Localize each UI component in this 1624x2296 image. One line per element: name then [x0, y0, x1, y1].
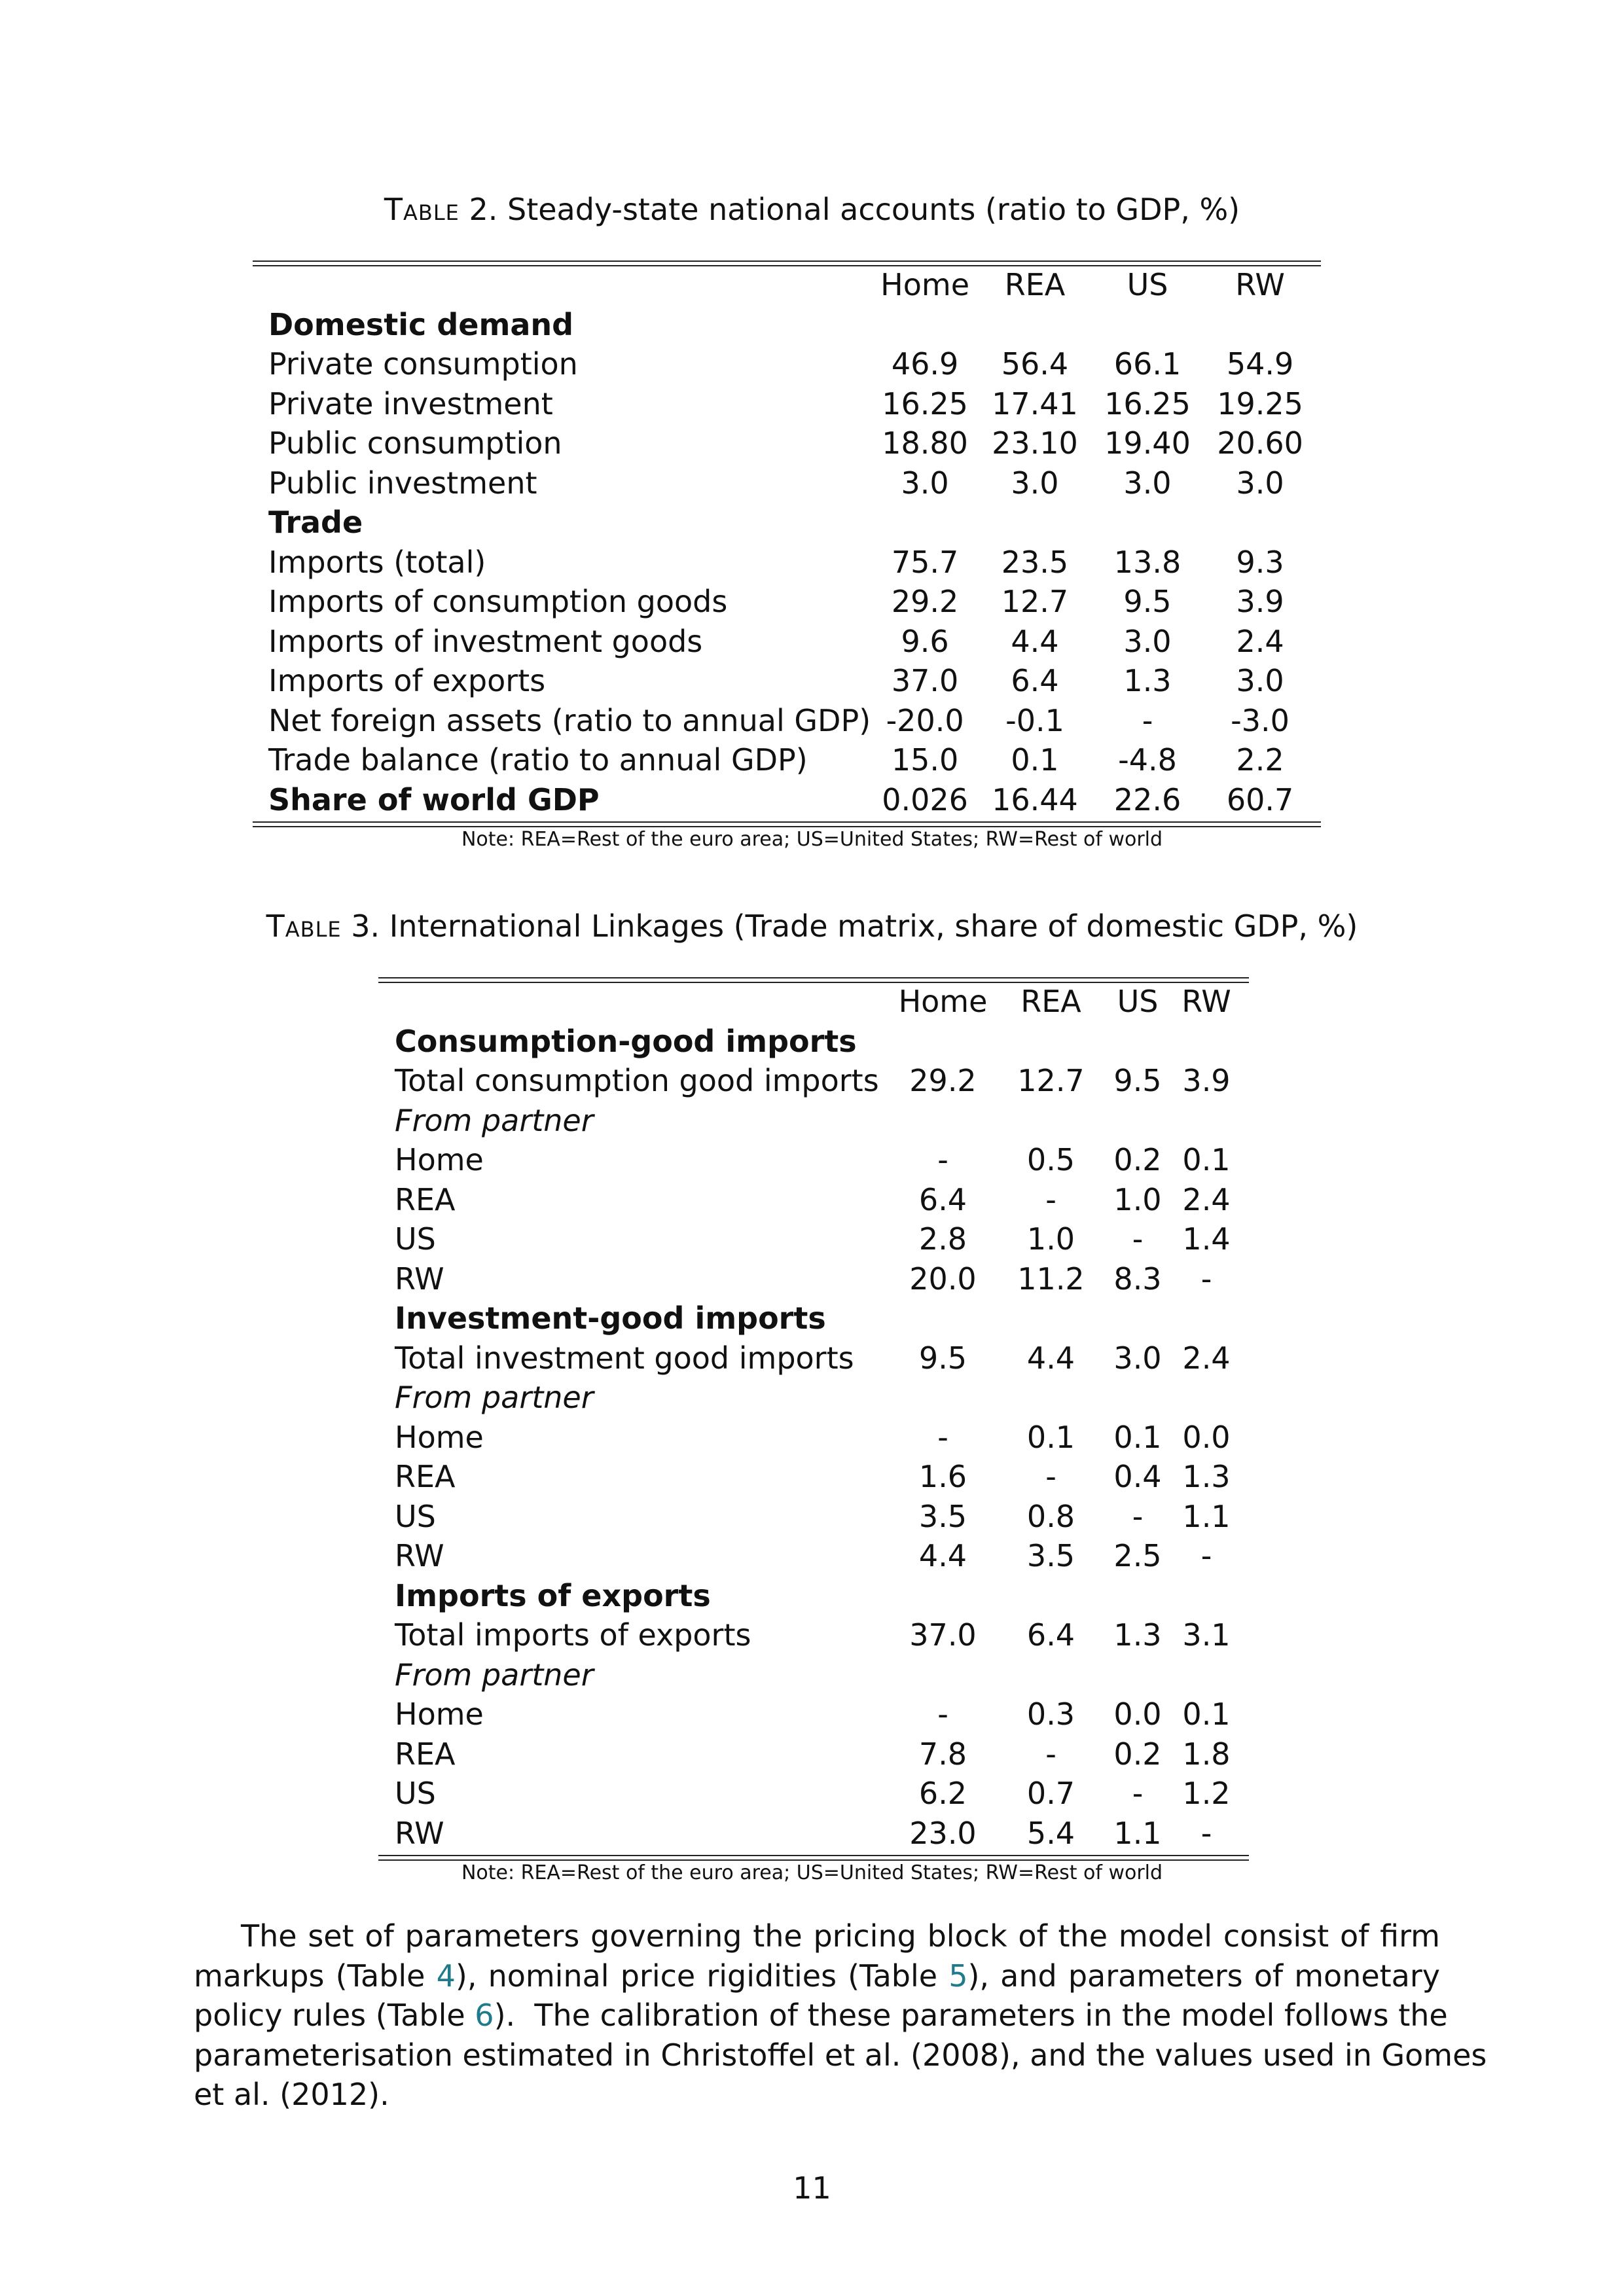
- table-row: [395, 1338, 1242, 1378]
- table3-caption: [0, 906, 1624, 946]
- table-cell: [889, 1378, 997, 1418]
- table-cell: 13.8: [1113, 544, 1182, 580]
- table-cell: 2.4: [1182, 1340, 1231, 1376]
- table-cell: 20.0: [909, 1261, 977, 1297]
- table-cell: 19.40: [1104, 425, 1191, 461]
- table-cell: 2.2: [1236, 742, 1284, 778]
- table-cell: -: [1142, 702, 1153, 738]
- table-cell: 22.6: [1113, 781, 1182, 817]
- table-row: [395, 1457, 1242, 1497]
- table-cell: 5.4: [1026, 1815, 1075, 1851]
- table-cell: 37.0: [891, 663, 959, 698]
- table-cell: 15.0: [891, 742, 959, 778]
- table2-col-rea: REA: [1004, 267, 1066, 302]
- table-cell: 75.7: [891, 544, 959, 580]
- table-cell: -: [1200, 1815, 1212, 1851]
- table-cell: 0.0: [1113, 1696, 1162, 1732]
- table3-bottom-rule: [378, 1855, 1249, 1861]
- table-row: [268, 740, 1316, 780]
- table-cell: [1105, 1655, 1170, 1695]
- table-cell: 9.5: [1123, 584, 1172, 619]
- table3-header-row: [395, 982, 1242, 1022]
- table-cell: 8.3: [1113, 1261, 1162, 1297]
- table-cell: 4.4: [1026, 1340, 1075, 1376]
- table-cell: 9.3: [1236, 544, 1284, 580]
- table3-col-home: Home: [898, 984, 988, 1019]
- body-paragraph: [194, 1916, 1487, 2115]
- table-cell: -: [1132, 1498, 1144, 1534]
- table2-header-row: [268, 265, 1316, 305]
- table-row: [395, 1180, 1242, 1220]
- table-row: [268, 582, 1316, 622]
- table2-caption-prefix: Table: [384, 192, 460, 227]
- table-cell: 0.1: [1182, 1696, 1231, 1732]
- table-cell: [997, 1655, 1105, 1695]
- table-cell: [889, 1022, 997, 1062]
- table-cell: -: [1200, 1538, 1212, 1573]
- paragraph-line-2: markups (Table 4), nominal price rigidities (Table 5), and parameters of monetary: [194, 1958, 1440, 1994]
- row-label: Domestic demand: [268, 306, 574, 342]
- table-cell: [1091, 305, 1204, 345]
- table-cell: -: [1132, 1221, 1144, 1257]
- table-cell: [1170, 1101, 1242, 1141]
- table-cell: 56.4: [1001, 346, 1069, 382]
- table-cell: 17.41: [992, 386, 1078, 422]
- table-cell: 3.0: [1123, 623, 1172, 659]
- table-cell: [997, 1378, 1105, 1418]
- table-row: [395, 1695, 1242, 1734]
- row-label: REA: [395, 1736, 456, 1772]
- row-label: US: [395, 1776, 436, 1811]
- table-row: [395, 1378, 1242, 1418]
- table-row: [268, 305, 1316, 345]
- table-cell: 3.0: [1011, 465, 1059, 501]
- table-row: [268, 463, 1316, 503]
- table-row: [395, 1259, 1242, 1299]
- table3-col-rea: REA: [1020, 984, 1081, 1019]
- table-row: [268, 543, 1316, 583]
- table-cell: 3.0: [1123, 465, 1172, 501]
- table-cell: [871, 503, 979, 543]
- table-cell: 0.026: [882, 781, 968, 817]
- table2: [268, 265, 1316, 819]
- table-row: [268, 661, 1316, 701]
- table-cell: -: [1200, 1261, 1212, 1297]
- table-cell: 4.4: [1011, 623, 1059, 659]
- table-cell: 16.44: [992, 781, 1078, 817]
- row-label: Public investment: [268, 465, 537, 501]
- row-label: From partner: [395, 1380, 594, 1415]
- row-label: Home: [395, 1142, 484, 1177]
- table-cell: 0.4: [1113, 1459, 1162, 1494]
- table-cell: 9.6: [901, 623, 949, 659]
- table-cell: [1170, 1299, 1242, 1338]
- table2-col-home: Home: [880, 267, 970, 302]
- table5-link[interactable]: 5: [948, 1958, 968, 1994]
- table2-note: Note: REA=Rest of the euro area; US=United States; RW=Rest of world: [461, 828, 1163, 851]
- table-cell: [1105, 1299, 1170, 1338]
- table2-caption-text: 2. Steady-state national accounts (ratio to GDP, %): [459, 192, 1240, 227]
- table-row: [395, 1814, 1242, 1854]
- table-cell: 12.7: [1017, 1063, 1085, 1098]
- table-cell: -: [1045, 1459, 1056, 1494]
- table-cell: 2.4: [1182, 1181, 1231, 1217]
- table-cell: 0.8: [1026, 1498, 1075, 1534]
- table-cell: -4.8: [1118, 742, 1177, 778]
- table3-caption-text: 3. International Linkages (Trade matrix, share of domestic GDP, %): [341, 908, 1358, 944]
- row-label: Imports (total): [268, 544, 486, 580]
- table-row: [268, 344, 1316, 384]
- table-cell: [997, 1101, 1105, 1141]
- row-label: REA: [395, 1459, 456, 1494]
- paragraph-line-3: policy rules (Table 6). The calibration of these parameters in the model follows the: [194, 1998, 1448, 2033]
- table-cell: [871, 305, 979, 345]
- table3: [395, 982, 1242, 1853]
- table-cell: 1.3: [1123, 663, 1172, 698]
- row-label: REA: [395, 1181, 456, 1217]
- table-cell: 3.1: [1182, 1617, 1231, 1653]
- table2-col-rw: RW: [1235, 267, 1285, 302]
- table-cell: 23.10: [992, 425, 1078, 461]
- table-cell: 1.1: [1113, 1815, 1162, 1851]
- table-cell: [889, 1655, 997, 1695]
- row-label: Public consumption: [268, 425, 562, 461]
- table-cell: 1.3: [1113, 1617, 1162, 1653]
- row-label: RW: [395, 1538, 444, 1573]
- row-label: Consumption-good imports: [395, 1023, 857, 1059]
- table-cell: -: [1132, 1776, 1144, 1811]
- table-cell: 2.4: [1236, 623, 1284, 659]
- table-cell: 1.0: [1026, 1221, 1075, 1257]
- table-cell: 1.8: [1182, 1736, 1231, 1772]
- table-cell: 0.1: [1113, 1419, 1162, 1455]
- table-cell: -: [937, 1696, 948, 1732]
- table-cell: 6.2: [918, 1776, 967, 1811]
- row-label: Home: [395, 1419, 484, 1455]
- row-label: US: [395, 1498, 436, 1534]
- table-cell: 4.4: [918, 1538, 967, 1573]
- table-cell: 66.1: [1113, 346, 1182, 382]
- table-cell: [1170, 1378, 1242, 1418]
- row-label: Net foreign assets (ratio to annual GDP): [268, 702, 871, 738]
- table-row: [395, 1061, 1242, 1101]
- table-cell: 18.80: [882, 425, 968, 461]
- table-row: [395, 1219, 1242, 1259]
- table-row: [395, 1536, 1242, 1576]
- table-cell: -: [937, 1142, 948, 1177]
- row-label: RW: [395, 1815, 444, 1851]
- page-number: 11: [793, 2170, 831, 2206]
- table-cell: 29.2: [909, 1063, 977, 1098]
- table-cell: [1091, 503, 1204, 543]
- table-row: [395, 1022, 1242, 1062]
- table-cell: 1.4: [1182, 1221, 1231, 1257]
- row-label: Total imports of exports: [395, 1617, 751, 1653]
- table-row: [395, 1497, 1242, 1537]
- table-cell: [1204, 503, 1316, 543]
- table-cell: 54.9: [1226, 346, 1294, 382]
- paragraph-line-1: The set of parameters governing the pricing block of the model consist of firm: [241, 1918, 1440, 1954]
- table-cell: [1105, 1101, 1170, 1141]
- table-cell: 60.7: [1226, 781, 1294, 817]
- table-cell: [1105, 1378, 1170, 1418]
- table-cell: 29.2: [891, 584, 959, 619]
- table-cell: 0.1: [1011, 742, 1059, 778]
- table-row: [268, 423, 1316, 463]
- table-cell: 19.25: [1217, 386, 1303, 422]
- table4-link[interactable]: 4: [436, 1958, 456, 1994]
- row-label: Imports of exports: [395, 1577, 711, 1613]
- table-cell: [997, 1022, 1105, 1062]
- row-label: US: [395, 1221, 436, 1257]
- table-cell: 0.2: [1113, 1736, 1162, 1772]
- table-cell: 0.2: [1113, 1142, 1162, 1177]
- table-cell: 37.0: [909, 1617, 977, 1653]
- table-cell: 1.3: [1182, 1459, 1231, 1494]
- table6-link[interactable]: 6: [475, 1998, 494, 2033]
- table-cell: 3.9: [1182, 1063, 1231, 1098]
- table-cell: -: [1045, 1181, 1056, 1217]
- table-cell: [1170, 1022, 1242, 1062]
- table-cell: 3.0: [1236, 465, 1284, 501]
- table-cell: [1204, 305, 1316, 345]
- row-label: Total consumption good imports: [395, 1063, 879, 1098]
- table-row: [395, 1774, 1242, 1814]
- row-label: Share of world GDP: [268, 781, 600, 817]
- table-cell: 20.60: [1217, 425, 1303, 461]
- table-cell: 7.8: [918, 1736, 967, 1772]
- row-label: RW: [395, 1261, 444, 1297]
- table-cell: [889, 1101, 997, 1141]
- row-label: Home: [395, 1696, 484, 1732]
- table-cell: 0.1: [1026, 1419, 1075, 1455]
- table-row: [395, 1140, 1242, 1180]
- table-row: [395, 1615, 1242, 1655]
- table-cell: [1170, 1655, 1242, 1695]
- row-label: From partner: [395, 1657, 594, 1693]
- table-cell: 0.7: [1026, 1776, 1075, 1811]
- table-cell: 3.0: [1113, 1340, 1162, 1376]
- table-cell: 3.9: [1236, 584, 1284, 619]
- row-label: Imports of investment goods: [268, 623, 703, 659]
- table-row: [268, 384, 1316, 424]
- table-cell: 23.5: [1001, 544, 1069, 580]
- table-cell: 16.25: [1104, 386, 1191, 422]
- table-cell: [997, 1576, 1105, 1616]
- table-cell: 46.9: [891, 346, 959, 382]
- table-row: [268, 780, 1316, 820]
- table-row: [395, 1418, 1242, 1458]
- table-row: [268, 503, 1316, 543]
- table-row: [395, 1299, 1242, 1338]
- table3-note: Note: REA=Rest of the euro area; US=United States; RW=Rest of world: [461, 1861, 1163, 1884]
- table-cell: 11.2: [1017, 1261, 1085, 1297]
- table-cell: [889, 1299, 997, 1338]
- table-cell: -3.0: [1231, 702, 1290, 738]
- table-cell: 2.8: [918, 1221, 967, 1257]
- table-cell: [1105, 1576, 1170, 1616]
- table-cell: 1.1: [1182, 1498, 1231, 1534]
- table-cell: -: [1045, 1736, 1056, 1772]
- table-cell: 0.1: [1182, 1142, 1231, 1177]
- table-cell: 1.0: [1113, 1181, 1162, 1217]
- table-cell: -0.1: [1005, 702, 1064, 738]
- table-cell: 0.0: [1182, 1419, 1231, 1455]
- table-cell: 3.5: [918, 1498, 967, 1534]
- table-row: [395, 1576, 1242, 1616]
- table-cell: 3.0: [901, 465, 949, 501]
- row-label: Total investment good imports: [395, 1340, 854, 1376]
- table-cell: 6.4: [918, 1181, 967, 1217]
- table3-col-us: US: [1117, 984, 1159, 1019]
- paragraph-line-4: parameterisation estimated in Christoffel et al. (2008), and the values used in Gomes: [194, 2037, 1487, 2073]
- table-row: [395, 1734, 1242, 1774]
- table-cell: 1.6: [918, 1459, 967, 1494]
- row-label: Trade: [268, 505, 363, 540]
- table-row: [268, 701, 1316, 741]
- table-cell: 6.4: [1011, 663, 1059, 698]
- table-cell: -: [937, 1419, 948, 1455]
- table-cell: 16.25: [882, 386, 968, 422]
- table-cell: 2.5: [1113, 1538, 1162, 1573]
- table-cell: [889, 1576, 997, 1616]
- table-cell: [1170, 1576, 1242, 1616]
- table-row: [395, 1101, 1242, 1141]
- table-cell: 9.5: [1113, 1063, 1162, 1098]
- row-label: Private investment: [268, 386, 553, 422]
- table2-bottom-rule: [253, 821, 1321, 827]
- row-label: Investment-good imports: [395, 1300, 826, 1336]
- table-cell: 12.7: [1001, 584, 1069, 619]
- table-cell: 3.5: [1026, 1538, 1075, 1573]
- paragraph-line-5: et al. (2012).: [194, 2077, 389, 2112]
- table-cell: [1105, 1022, 1170, 1062]
- row-label: From partner: [395, 1102, 594, 1138]
- row-label: Private consumption: [268, 346, 578, 382]
- table3-col-rw: RW: [1182, 984, 1231, 1019]
- table-cell: -20.0: [886, 702, 964, 738]
- table-cell: 6.4: [1026, 1617, 1075, 1653]
- table-cell: [979, 305, 1091, 345]
- table-cell: 1.2: [1182, 1776, 1231, 1811]
- table-row: [268, 622, 1316, 662]
- table-cell: 3.0: [1236, 663, 1284, 698]
- table-cell: [997, 1299, 1105, 1338]
- table-cell: 0.3: [1026, 1696, 1075, 1732]
- table-cell: 0.5: [1026, 1142, 1075, 1177]
- table-cell: 9.5: [918, 1340, 967, 1376]
- table3-caption-prefix: Table: [266, 908, 342, 944]
- table-row: [395, 1655, 1242, 1695]
- row-label: Trade balance (ratio to annual GDP): [268, 742, 808, 778]
- table-cell: 23.0: [909, 1815, 977, 1851]
- row-label: Imports of consumption goods: [268, 584, 728, 619]
- table2-col-us: US: [1127, 267, 1168, 302]
- table2-caption: [0, 190, 1624, 229]
- table-cell: [979, 503, 1091, 543]
- row-label: Imports of exports: [268, 663, 546, 698]
